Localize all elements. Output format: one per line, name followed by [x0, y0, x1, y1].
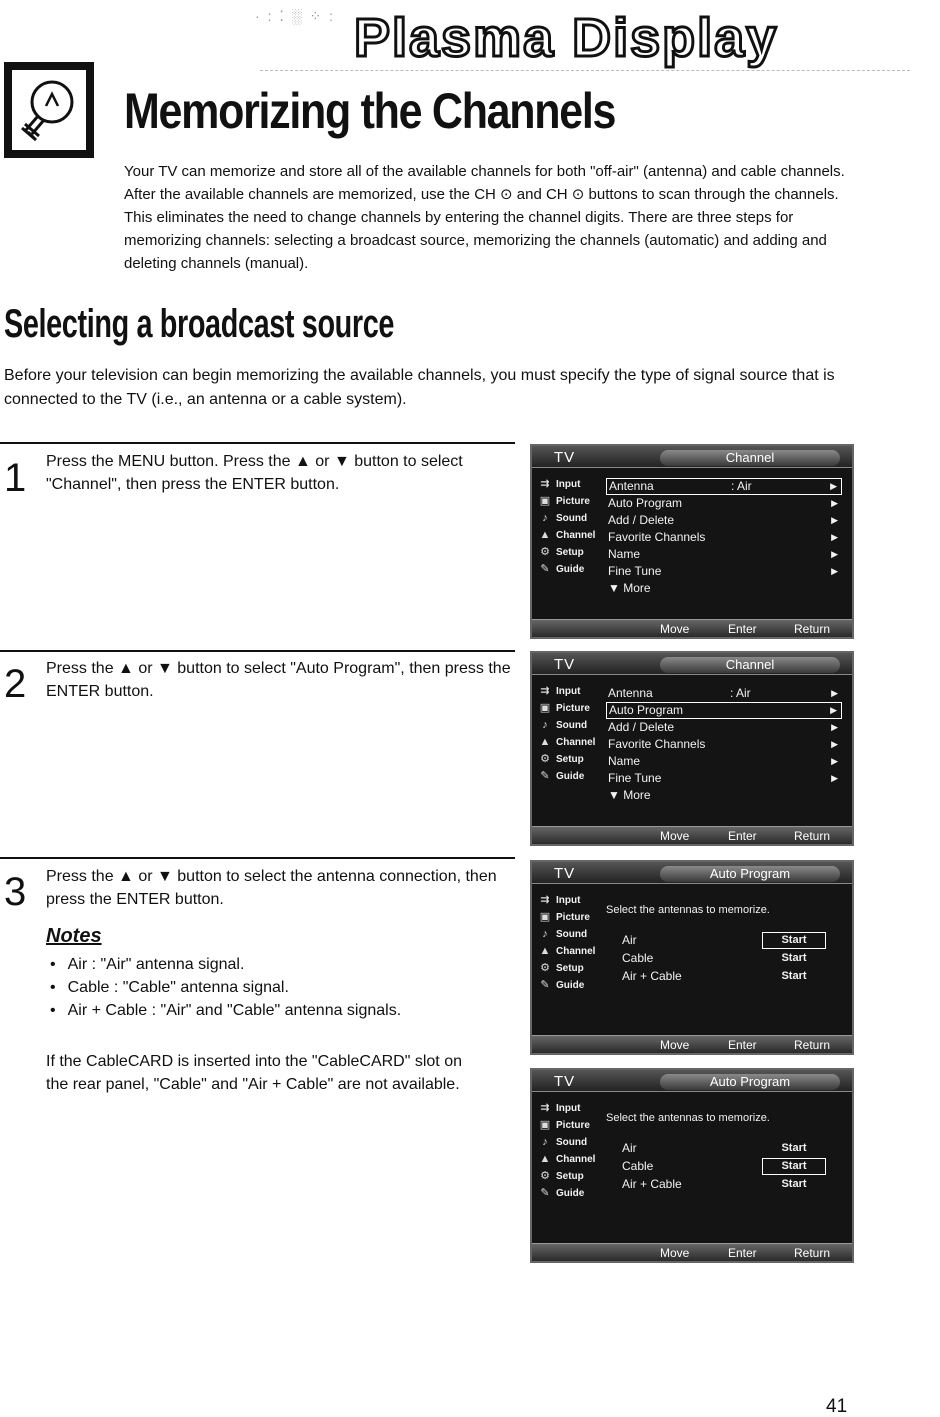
side-menu [534, 476, 600, 578]
start-button[interactable]: Start [781, 970, 807, 982]
guide-icon: ✎ [540, 1187, 550, 1199]
arrow-right-icon: ▶ [831, 756, 838, 766]
side-item-guide: ✎ Guide [534, 768, 600, 785]
auto-program-prompt: Select the antennas to memorize. [606, 1112, 770, 1124]
tv-screen-channel-antenna [530, 444, 854, 639]
screen-bottom-bar [532, 1035, 852, 1053]
side-item-setup: ⚙ Setup [534, 751, 600, 768]
side-item-sound: ♪ Sound [534, 510, 600, 527]
setup-icon: ⚙ [540, 753, 550, 765]
screen-bottom-bar [532, 826, 852, 844]
brand-text: Plasma Display [354, 8, 779, 68]
input-icon: ⇉ [540, 478, 550, 490]
menu-item-favorite-channels[interactable]: Favorite Channels ▶ [608, 737, 838, 751]
arrow-right-icon: ▶ [830, 705, 837, 715]
channel-menu [606, 685, 842, 804]
side-menu [534, 683, 600, 785]
menu-item-fine-tune[interactable]: Fine Tune ▶ [608, 771, 838, 785]
menu-item-antenna[interactable]: Antenna : Air ▶ [606, 478, 842, 495]
screen-top-bar [532, 446, 852, 468]
channel-icon: ▲ [539, 736, 551, 748]
option-air: Air Start [622, 932, 842, 949]
sound-icon: ♪ [542, 928, 548, 940]
sound-icon: ♪ [542, 719, 548, 731]
arrow-right-icon: ▶ [831, 549, 838, 559]
input-icon: ⇉ [540, 894, 550, 906]
step-text: Press the ▲ or ▼ button to select the antenna connection, then press the ENTER button. [46, 868, 497, 908]
header-decoration: · : ⁚ ░ ⁘ : [255, 8, 335, 24]
page-title: Memorizing the Channels [124, 83, 616, 139]
step-text: Press the ▲ or ▼ button to select "Auto Program", then press the ENTER button. [46, 660, 511, 700]
menu-item-more[interactable]: ▼ More [608, 581, 651, 595]
return-hint: Return [794, 829, 831, 843]
sound-icon: ♪ [542, 1136, 548, 1148]
screen-top-bar [532, 653, 852, 675]
intro-paragraph: Your TV can memorize and store all of the available channels for both "off-air" (antenna) and cable channels. After the available channels are memorized, use the CH ⊙ and CH ⊙ buttons to scan through the channels. This eliminates the need to change channels by entering the channel digits. There are three steps for memorizing channels: selecting a broadcast source, memorizing the channels (automatic) and adding and deleting channels (manual). [124, 163, 845, 272]
tv-screen-auto-program-cable [530, 1068, 854, 1263]
arrow-right-icon: ▶ [830, 481, 837, 491]
input-icon: ⇉ [540, 1102, 550, 1114]
move-hint: Move [660, 829, 690, 843]
screen-title: Channel [660, 450, 840, 466]
cablecard-note: If the CableCARD is inserted into the "CableCARD" slot on the rear panel, "Cable" and "Air + Cable" are not available. [46, 1053, 462, 1093]
tv-label: TV [554, 1073, 576, 1090]
channel-menu [606, 478, 842, 597]
menu-item-name[interactable]: Name ▶ [608, 547, 838, 561]
section-title: Selecting a broadcast source [4, 302, 395, 346]
side-item-setup: ⚙ Setup [534, 544, 600, 561]
menu-item-fine-tune[interactable]: Fine Tune ▶ [608, 564, 838, 578]
auto-program-prompt: Select the antennas to memorize. [606, 904, 770, 916]
return-hint: Return [794, 1246, 831, 1260]
guide-icon: ✎ [540, 770, 550, 782]
menu-item-antenna[interactable]: Antenna : Air ▶ [608, 686, 838, 700]
side-item-channel: ▲ Channel [534, 527, 600, 544]
arrow-right-icon: ▶ [831, 515, 838, 525]
menu-item-auto-program[interactable]: Auto Program ▶ [608, 496, 838, 510]
picture-icon: ▣ [539, 911, 551, 923]
guide-icon: ✎ [540, 563, 550, 575]
channel-icon: ▲ [539, 1153, 551, 1165]
enter-hint: Enter [728, 622, 757, 636]
brand-title [352, 0, 832, 70]
picture-icon: ▣ [539, 1119, 551, 1131]
start-button[interactable]: Start [781, 1178, 807, 1190]
side-item-setup: ⚙ Setup [534, 1168, 600, 1185]
side-item-picture: ▣ Picture [534, 1117, 600, 1134]
enter-hint: Enter [728, 1038, 757, 1052]
arrow-right-icon: ▶ [831, 532, 838, 542]
screen-title: Auto Program [660, 866, 840, 882]
sound-icon: ♪ [542, 512, 548, 524]
side-item-guide: ✎ Guide [534, 561, 600, 578]
enter-hint: Enter [728, 829, 757, 843]
step-number: 2 [4, 662, 27, 706]
notes-list [50, 953, 401, 1022]
picture-icon: ▣ [539, 702, 551, 714]
side-item-input: ⇉ Input [534, 1100, 600, 1117]
tv-label: TV [554, 865, 576, 882]
side-item-input: ⇉ Input [534, 476, 600, 493]
step-number: 3 [4, 870, 27, 914]
note-item: • Air + Cable : "Air" and "Cable" antenna signals. [50, 999, 401, 1022]
guide-icon: ✎ [540, 979, 550, 991]
move-hint: Move [660, 1038, 690, 1052]
step-number: 1 [4, 456, 27, 500]
move-hint: Move [660, 1246, 690, 1260]
screen-title: Auto Program [660, 1074, 840, 1090]
arrow-right-icon: ▶ [831, 722, 838, 732]
side-item-picture: ▣ Picture [534, 909, 600, 926]
input-icon: ⇉ [540, 685, 550, 697]
setup-icon: ⚙ [540, 546, 550, 558]
screen-bottom-bar [532, 619, 852, 637]
setup-icon: ⚙ [540, 1170, 550, 1182]
side-item-channel: ▲ Channel [534, 943, 600, 960]
step-divider [0, 650, 515, 652]
side-menu [534, 892, 600, 994]
menu-item-more[interactable]: ▼ More [608, 788, 651, 802]
tv-label: TV [554, 449, 576, 466]
side-item-input: ⇉ Input [534, 683, 600, 700]
side-menu [534, 1100, 600, 1202]
side-item-sound: ♪ Sound [534, 717, 600, 734]
screen-bottom-bar [532, 1243, 852, 1261]
move-hint: Move [660, 622, 690, 636]
screen-top-bar [532, 862, 852, 884]
option-air-cable: Air + Cable Start [622, 1176, 842, 1193]
option-cable: Cable Start [622, 950, 842, 967]
header-rule [260, 70, 910, 71]
bulb-icon [4, 62, 94, 158]
screen-top-bar [532, 1070, 852, 1092]
screen-title: Channel [660, 657, 840, 673]
menu-item-name[interactable]: Name ▶ [608, 754, 838, 768]
side-item-input: ⇉ Input [534, 892, 600, 909]
menu-item-favorite-channels[interactable]: Favorite Channels ▶ [608, 530, 838, 544]
side-item-guide: ✎ Guide [534, 977, 600, 994]
start-button[interactable]: Start [762, 1158, 826, 1175]
tv-label: TV [554, 656, 576, 673]
side-item-sound: ♪ Sound [534, 1134, 600, 1151]
tv-screen-channel-auto-program [530, 651, 854, 846]
side-item-channel: ▲ Channel [534, 1151, 600, 1168]
menu-item-add-delete[interactable]: Add / Delete ▶ [608, 513, 838, 527]
picture-icon: ▣ [539, 495, 551, 507]
arrow-right-icon: ▶ [831, 566, 838, 576]
enter-hint: Enter [728, 1246, 757, 1260]
side-item-guide: ✎ Guide [534, 1185, 600, 1202]
option-cable: Cable Start [622, 1158, 842, 1175]
side-item-sound: ♪ Sound [534, 926, 600, 943]
side-item-picture: ▣ Picture [534, 700, 600, 717]
menu-item-auto-program[interactable]: Auto Program ▶ [606, 702, 842, 719]
option-air-cable: Air + Cable Start [622, 968, 842, 985]
arrow-right-icon: ▶ [831, 688, 838, 698]
page-number: 41 [826, 1396, 848, 1417]
start-button[interactable]: Start [762, 932, 826, 949]
return-hint: Return [794, 1038, 831, 1052]
start-button[interactable]: Start [781, 1142, 807, 1154]
arrow-right-icon: ▶ [831, 498, 838, 508]
channel-icon: ▲ [539, 945, 551, 957]
arrow-right-icon: ▶ [831, 739, 838, 749]
notes-title: Notes [46, 925, 102, 947]
side-item-picture: ▣ Picture [534, 493, 600, 510]
note-item: • Air : "Air" antenna signal. [50, 953, 401, 976]
note-item: • Cable : "Cable" antenna signal. [50, 976, 401, 999]
step-divider [0, 442, 515, 444]
start-button[interactable]: Start [781, 952, 807, 964]
side-item-channel: ▲ Channel [534, 734, 600, 751]
step-text: Press the MENU button. Press the ▲ or ▼ button to select "Channel", then press the ENTER button. [46, 453, 463, 493]
tv-screen-auto-program-air [530, 860, 854, 1055]
setup-icon: ⚙ [540, 962, 550, 974]
option-air: Air Start [622, 1140, 842, 1157]
step-divider [0, 857, 515, 859]
side-item-setup: ⚙ Setup [534, 960, 600, 977]
arrow-right-icon: ▶ [831, 773, 838, 783]
menu-item-add-delete[interactable]: Add / Delete ▶ [608, 720, 838, 734]
section-intro: Before your television can begin memorizing the available channels, you must specify the type of signal source that is connected to the TV (i.e., an antenna or a cable system). [4, 367, 835, 408]
return-hint: Return [794, 622, 831, 636]
channel-icon: ▲ [539, 529, 551, 541]
